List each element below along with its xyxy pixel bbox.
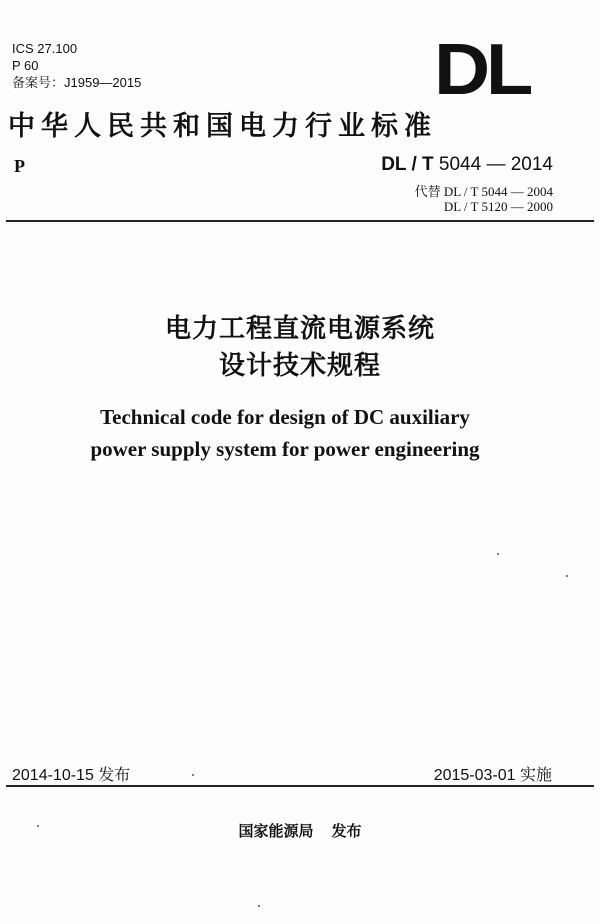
- category-letter: P: [14, 156, 25, 176]
- title-cn-line-1: 电力工程直流电源系统: [164, 314, 435, 344]
- scan-speck: [192, 774, 194, 776]
- title-cn-line-2: 设计技术规程: [218, 351, 381, 381]
- scan-speck: [258, 905, 260, 907]
- industry-standard-title: 中华人民共和国电力行业标准: [8, 111, 437, 142]
- dl-logo: DL: [434, 30, 530, 110]
- footer-divider: [6, 785, 594, 787]
- classification-code: P 60: [12, 58, 39, 73]
- replaces-line-2: DL / T 5120 — 2000: [443, 199, 553, 214]
- standard-code: [381, 154, 553, 176]
- scan-speck: [497, 553, 499, 555]
- title-en-line-2: power supply system for power engineering: [90, 437, 480, 461]
- scan-speck: [37, 825, 39, 827]
- publisher-name: 国家能源局: [238, 822, 314, 840]
- scan-speck: [566, 575, 568, 577]
- effective-date: 2015-03-01 实施: [433, 767, 552, 784]
- title-en-line-1: Technical code for design of DC auxiliary: [100, 405, 470, 429]
- issue-date: 2014-10-15 发布: [12, 767, 131, 784]
- ics-code: ICS 27.100: [12, 41, 78, 56]
- replaces-line-1: 代替 DL / T 5044 — 2004: [414, 184, 553, 199]
- publisher: [0, 820, 600, 841]
- publisher-action: 发布: [331, 822, 362, 840]
- header-divider: [6, 220, 594, 222]
- record-number: 备案号：J1959—2015: [12, 75, 142, 90]
- standard-code-prefix: DL / T: [381, 154, 434, 175]
- standard-code-number: 5044 — 2014: [438, 154, 553, 175]
